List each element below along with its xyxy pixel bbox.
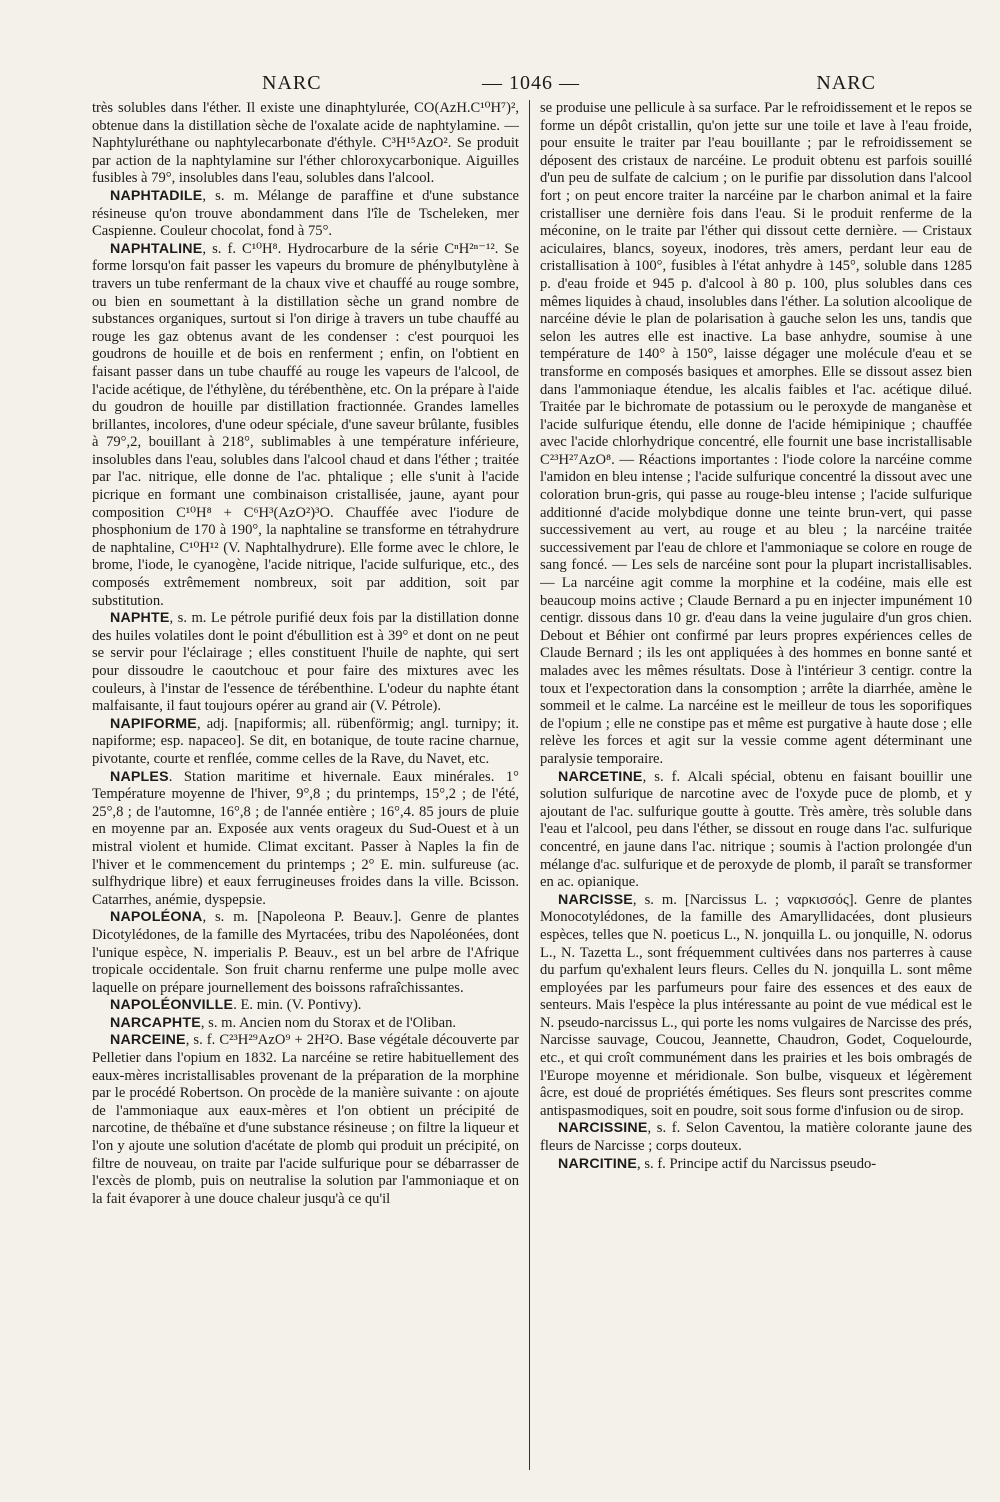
dictionary-entry	[540, 1120, 972, 1155]
entry-text: , s. f. Selon Caventou, la matière colorante jaune des fleurs de Narcisse ; corps douteux.	[540, 1120, 972, 1155]
entry-headword: NAPHTADILE	[110, 187, 203, 204]
page-number: — 1046 —	[482, 72, 580, 94]
entry-headword: NAPOLÉONA	[110, 909, 203, 926]
entry-text: , s. m. [Napoleona P. Beauv.]. Genre de plantes Dicotylédones, de la famille des Myrtacées, tribu des Napoléonées, dont l'unique espèce, N. imperialis P. Beauv., est un bel arbre de l'Afrique tropicale occidentale. Son fruit charnu renferme une pulpe molle avec laquelle on prépare journellement des boissons rafraîchissantes.	[92, 909, 519, 996]
entry-headword: NARCEINE	[110, 1032, 186, 1049]
column-divider	[529, 100, 530, 1470]
dictionary-entry	[92, 769, 519, 910]
dictionary-entry	[92, 241, 519, 610]
dictionary-entry	[540, 1156, 972, 1174]
entry-text: , s. f. Principe actif du Narcissus pseudo-	[637, 1155, 877, 1172]
entry-text: , s. m. Mélange de paraffine et d'une substance résineuse qu'on trouve abondamment dans l'île de Tscheleken, mer Caspienne. Couleur chocolat, fond à 75°.	[92, 187, 519, 240]
entry-text: , s. m. Ancien nom du Storax et de l'Oliban.	[200, 1014, 457, 1031]
dictionary-entry	[540, 769, 972, 892]
running-header	[92, 72, 942, 102]
entry-headword: NAPIFORME	[110, 715, 197, 732]
dictionary-entry	[92, 188, 519, 241]
dictionary-entry	[92, 997, 519, 1015]
entry-text: . E. min. (V. Pontivy).	[233, 997, 362, 1014]
entry-text: se produise une pellicule à sa surface. Par le refroidissement et le repos se forme un dépôt cristallin, qu'on jette sur une toile et lave à l'eau froide, pour ensuite le traiter par l'eau bouillante ; par le refroidissement se déposent des cristaux de narcéine. Le produit obtenu est parfois souillé d'un peu de sulfate de calcium ; on le purifie par dissolution dans l'alcool fort ; on peut encore traiter la narcéine par le charbon animal et la faire cristalliser une dernière fois dans l'eau. Si le produit renferme de la méconine, on le traite par l'éther qui dissout cette dernière. — Cristaux aciculaires, blancs, soyeux, inodores, très amers, perdant leur eau de cristallisation à 100°, fusibles à l'état anhydre à 145°, soluble dans 1285 p. d'eau froide et 945 p. d'alcool à 80 p. 100, plus solubles dans ces mêmes liquides à chaud, insolubles dans l'éther. La solution alcoolique de narcéine dévie le plan de polarisation à gauche selon les uns, tandis que selon les autres elle est inactive. La base anhydre, soumise à une température de 140° à 150°, laisse dégager une molécule d'eau et se transforme en composés basiques et amorphes. Elle se dissout assez bien dans l'ammoniaque étendue, les alcalis faibles et l'ac. acétique dilué. Traitée par le bichromate de potassium ou le peroxyde de manganèse et l'acide sulfurique étendu, elle donne de l'acide hémipinique ; chauffée avec l'acide chlorhydrique concentré, elle fournit une base incristallisable C²³H²⁷AzO⁸. — Réactions importantes : l'iode colore la narcéine comme l'amidon en bleu intense ; l'acide sulfurique concentré la dissout avec une coloration brun-gris, qui passe au rouge-bleu intense ; l'acide sulfurique additionné d'acide molybdique donne une teinte brun-vert, qui passe successivement au vert, au rouge et au bleu ; la narcéine traitée successivement par l'eau de chlore et l'ammoniaque se colore en rouge de sang foncé. — Les sels de narcéine sont pour la plupart incristallisables. — La narcéine agit comme la morphine et la codéine, mais elle est beaucoup moins active ; Claude Bernard a pu en injecter impunément 10 centigr. dissous dans 10 gr. d'eau dans la veine jugulaire d'un gros chien. Debout et Béhier ont confirmé par leurs propres expériences celles de Claude Bernard ; ils les ont appliquées à des hommes en bonne santé et malades avec les mêmes résultats. Dose à l'intérieur 3 centigr. contre la toux et l'expectoration dans la consomption ; arrête la diarrhée, amène le sommeil et le calme. La narcéine est le meilleur de tous les soporifiques de l'opium ; elle ne constipe pas et même est purgative à haute dose ; elle relève les forces et agit sur la vessie comme agent déterminant une paralysie temporaire.	[540, 100, 972, 767]
header-right-guideword: NARC	[816, 72, 876, 94]
dictionary-entry	[92, 1015, 519, 1033]
right-column	[540, 100, 972, 1480]
dictionary-entry	[540, 892, 972, 1121]
entry-headword: NAPHTE	[110, 610, 170, 627]
entry-text: , adj. [napiformis; all. rübenförmig; angl. turnipy; it. napiforme; esp. napaceo]. Se dit, en botanique, de toute racine charnue, pivotante, courte et renflée, comme celles de la Rave, du Navet, etc.	[92, 715, 519, 767]
dictionary-entry	[92, 100, 519, 188]
entry-text: . Station maritime et hivernale. Eaux minérales. 1° Température moyenne de l'hiver, 9°,8 ; du printemps, 15°,2 ; de l'été, 25°,8 ; de l'automne, 16°,8 ; de l'année entière ; 16°,4. 85 jours de pluie en moyenne par an. Exposée aux vents orageux du Sud-Ouest et à un mistral violent et humide. Climat excitant. Passer à Naples la fin de l'hiver et le commencement du printemps ; 2° E. min. sulfureuse (ac. sulfhydrique libre) et eaux ferrugineuses froides dans la ville. Bcisson. Catarrhes, anémie, dyspepsie.	[92, 768, 519, 908]
entry-text: , s. m. Le pétrole purifié deux fois par la distillation donne des huiles volatiles dont le point d'ébullition est à 39° et dont on ne peut se servir pour l'éclairage ; elles constituent l'huile de naphte, qui sert pour dissoudre le caoutchouc et pour faire des mixtures avec les couleurs, à l'instar de l'essence de térébenthine. L'odeur du naphte étant malfaisante, il faut toujours opérer au grand air (V. Pétrole).	[92, 610, 519, 715]
entry-headword: NARCAPHTE	[110, 1014, 201, 1031]
entry-text: très solubles dans l'éther. Il existe une dinaphtylurée, CO(AzH.C¹⁰H⁷)², obtenue dans la distillation sèche de l'oxalate acide de naphtylamine. — Naphtyluréthane ou naphtylecarbonate d'éthyle. C³H¹⁵AzO². Se produit par action de la naphtylamine sur l'éther chloroxycarbonique. Aiguilles fusibles à 79°, insolubles dans l'eau, solubles dans l'alcool.	[92, 100, 519, 187]
entry-text: , s. f. C¹⁰H⁸. Hydrocarbure de la série CⁿH²ⁿ⁻¹². Se forme lorsqu'on fait passer les vapeurs du bromure de phénylbutylène à travers un tube renfermant de la chaux vive et chauffé au rouge sombre, ou bien en soumettant à la distillation sèche un grand nombre de substances organiques, surtout si l'on dirige à travers un tube chauffé au rouge les gaz obtenus avant de les condenser : c'est pourquoi les goudrons de houille et de bois en renferment ; enfin, on l'obtient en faisant passer dans un tube chauffé au rouge les vapeurs de l'alcool, de l'acide acétique, de l'éthylène, du térébenthène, etc. On la prépare à l'aide du goudron de houille par distillation fractionnée. Grandes lamelles brillantes, incolores, d'une odeur spéciale, d'une saveur brûlante, fusibles à 79°,2, bouillant à 218°, sublimables à une température inférieure, insolubles dans l'eau, solubles dans l'alcool chaud et dans l'éther ; traitée par l'ac. nitrique, elle donne de l'ac. phtalique ; elle s'unit à l'acide picrique en formant une combinaison cristallisée, jaune, ayant pour composition C¹⁰H⁸ + C⁶H³(AzO²)³O. Chauffée avec l'iodure de phosphonium de 170 à 190°, la naphtaline se transforme en tétrahydrure de naphtaline, C¹⁰H¹² (V. Naphtalhydrure). Elle forme avec le chlore, le brome, l'iode, le cyanogène, l'acide nitrique, l'acide sulfurique, etc., des composés extrêmement nombreux, soit par addition, soit par substitution.	[92, 240, 519, 609]
entry-text: , s. f. Alcali spécial, obtenu en faisant bouillir une solution sulfurique de narcotine avec de l'oxyde puce de plomb, et y ajoutant de l'ac. sulfurique goutte à goutte. Très amère, très soluble dans l'eau et l'alcool, peu dans l'éther, se dissout en rouge dans l'ac. sulfurique concentré, en jaune dans l'ac. nitrique ; soumis à l'action prolongée d'un mélange d'ac. sulfurique et de peroxyde de plomb, il paraît se transformer en ac. opianique.	[540, 768, 972, 891]
entry-headword: NARCISSE	[558, 891, 633, 908]
entry-text: , s. f. C²³H²⁹AzO⁹ + 2H²O. Base végétale découverte par Pelletier dans l'opium en 1832. La narcéine se retire habituellement des eaux-mères incristallisables provenant de la préparation de la morphine par le procédé Robertson. On procède de la manière suivante : on ajoute de l'ammoniaque aux eaux-mères et l'on obtient un précipité de narcotine, de thébaïne et d'une substance résineuse ; on filtre la liqueur et l'on y ajoute une solution d'acétate de plomb qui produit un précipité, on filtre de nouveau, on traite par l'acide sulfurique pour se débarrasser de l'excès de plomb, puis on neutralise la solution par l'ammoniaque et on la fait évaporer à une douce chaleur jusqu'à ce qu'il	[92, 1032, 519, 1207]
entry-headword: NAPLES	[110, 768, 169, 785]
header-left-guideword: NARC	[262, 72, 322, 94]
dictionary-entry	[92, 610, 519, 716]
dictionary-entry	[92, 909, 519, 997]
dictionary-entry	[92, 1032, 519, 1208]
entry-headword: NARCISSINE	[558, 1120, 648, 1137]
dictionary-entry	[92, 716, 519, 769]
entry-headword: NARCETINE	[558, 768, 643, 785]
left-column	[92, 100, 519, 1480]
dictionary-entry	[540, 100, 972, 769]
entry-text: , s. m. [Narcissus L. ; ναρκισσός]. Genre de plantes Monocotylédones, de la famille des Amaryllidacées, dont plusieurs espèces, telles que N. poeticus L., N. jonquilla L. ou jonquille, N. odorus L., N. Tazetta L., sont fréquemment cultivées dans nos parterres à cause du parfum qu'exhalent leurs fleurs. Celles du N. jonquilla L. sont même employées par les parfumeurs pour faire des essences et des eaux de senteurs. Mais l'espèce la plus intéressante au point de vue médical est le N. pseudo-narcissus L., qui porte les noms vulgaires de Narcisse des prés, Narcisse sauvage, Coucou, Jeannette, Chaudron, Godet, Coquelourde, etc., et qui croît communément dans les prairies et les bois ombragés de l'Europe moyenne et méridionale. Son bulbe, visqueux et légèrement âcre, est doué de propriétés émétiques. Ses fleurs sont prescrites comme antispasmodiques, soit en poudre, soit sous forme d'infusion ou de sirop.	[540, 891, 972, 1119]
entry-headword: NARCITINE	[558, 1155, 638, 1172]
entry-headword: NAPOLÉONVILLE	[110, 997, 234, 1014]
entry-headword: NAPHTALINE	[110, 240, 203, 257]
